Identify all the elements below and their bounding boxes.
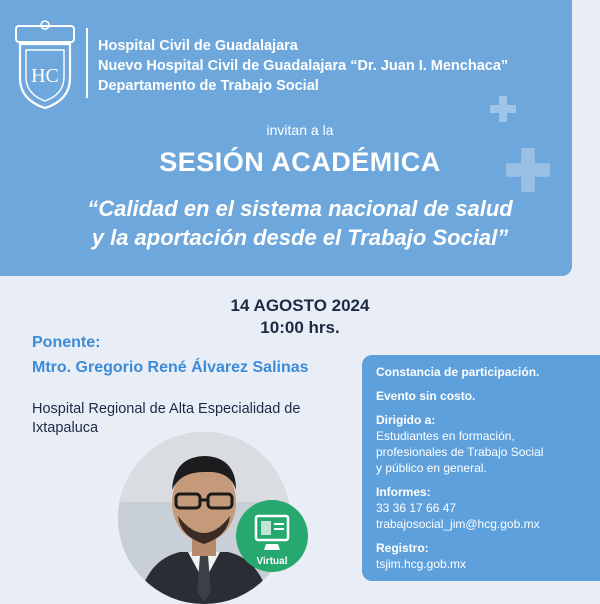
cost-note: Evento sin costo. xyxy=(376,389,476,403)
event-theme-line-2: y la aportación desde el Trabajo Social” xyxy=(91,225,509,250)
header-line-1: Hospital Civil de Guadalajara xyxy=(98,38,298,54)
event-time: 10:00 hrs. xyxy=(260,318,340,337)
registration-label: Registro: xyxy=(376,541,429,555)
hospital-crest-logo xyxy=(12,20,78,110)
event-title: SESIÓN ACADÉMICA xyxy=(159,147,441,177)
speaker-label: Ponente: xyxy=(32,334,101,351)
info-label: Informes: xyxy=(376,485,431,499)
speaker-institution: Hospital Regional de Alta Especialidad de Ixtapaluca xyxy=(32,401,301,436)
crest-initials: HC xyxy=(31,65,59,87)
audience-label: Dirigido a: xyxy=(376,413,436,427)
contact-phone[interactable]: 33 36 17 66 47 xyxy=(376,501,457,515)
certificate-note: Constancia de participación. xyxy=(376,365,540,379)
audience-line: profesionales de Trabajo Social xyxy=(376,445,544,459)
invite-text: invitan a la xyxy=(266,122,334,138)
event-theme-line-1: “Calidad en el sistema nacional de salud xyxy=(87,196,513,221)
registration-link[interactable]: tsjim.hcg.gob.mx xyxy=(376,557,467,571)
plus-icon xyxy=(490,96,516,122)
audience-line: Estudiantes en formación, xyxy=(376,429,515,443)
event-date: 14 AGOSTO 2024 xyxy=(230,296,370,315)
audience-line: y público en general. xyxy=(376,461,487,475)
virtual-label: Virtual xyxy=(256,556,288,567)
header-line-2: Nuevo Hospital Civil de Guadalajara “Dr. Juan I. Menchaca” xyxy=(98,58,509,74)
speaker-name: Mtro. Gregorio René Álvarez Salinas xyxy=(32,359,309,376)
header-line-3: Departamento de Trabajo Social xyxy=(98,78,319,94)
contact-email[interactable]: trabajosocial_jim@hcg.gob.mx xyxy=(376,517,540,531)
header-divider xyxy=(86,28,88,98)
